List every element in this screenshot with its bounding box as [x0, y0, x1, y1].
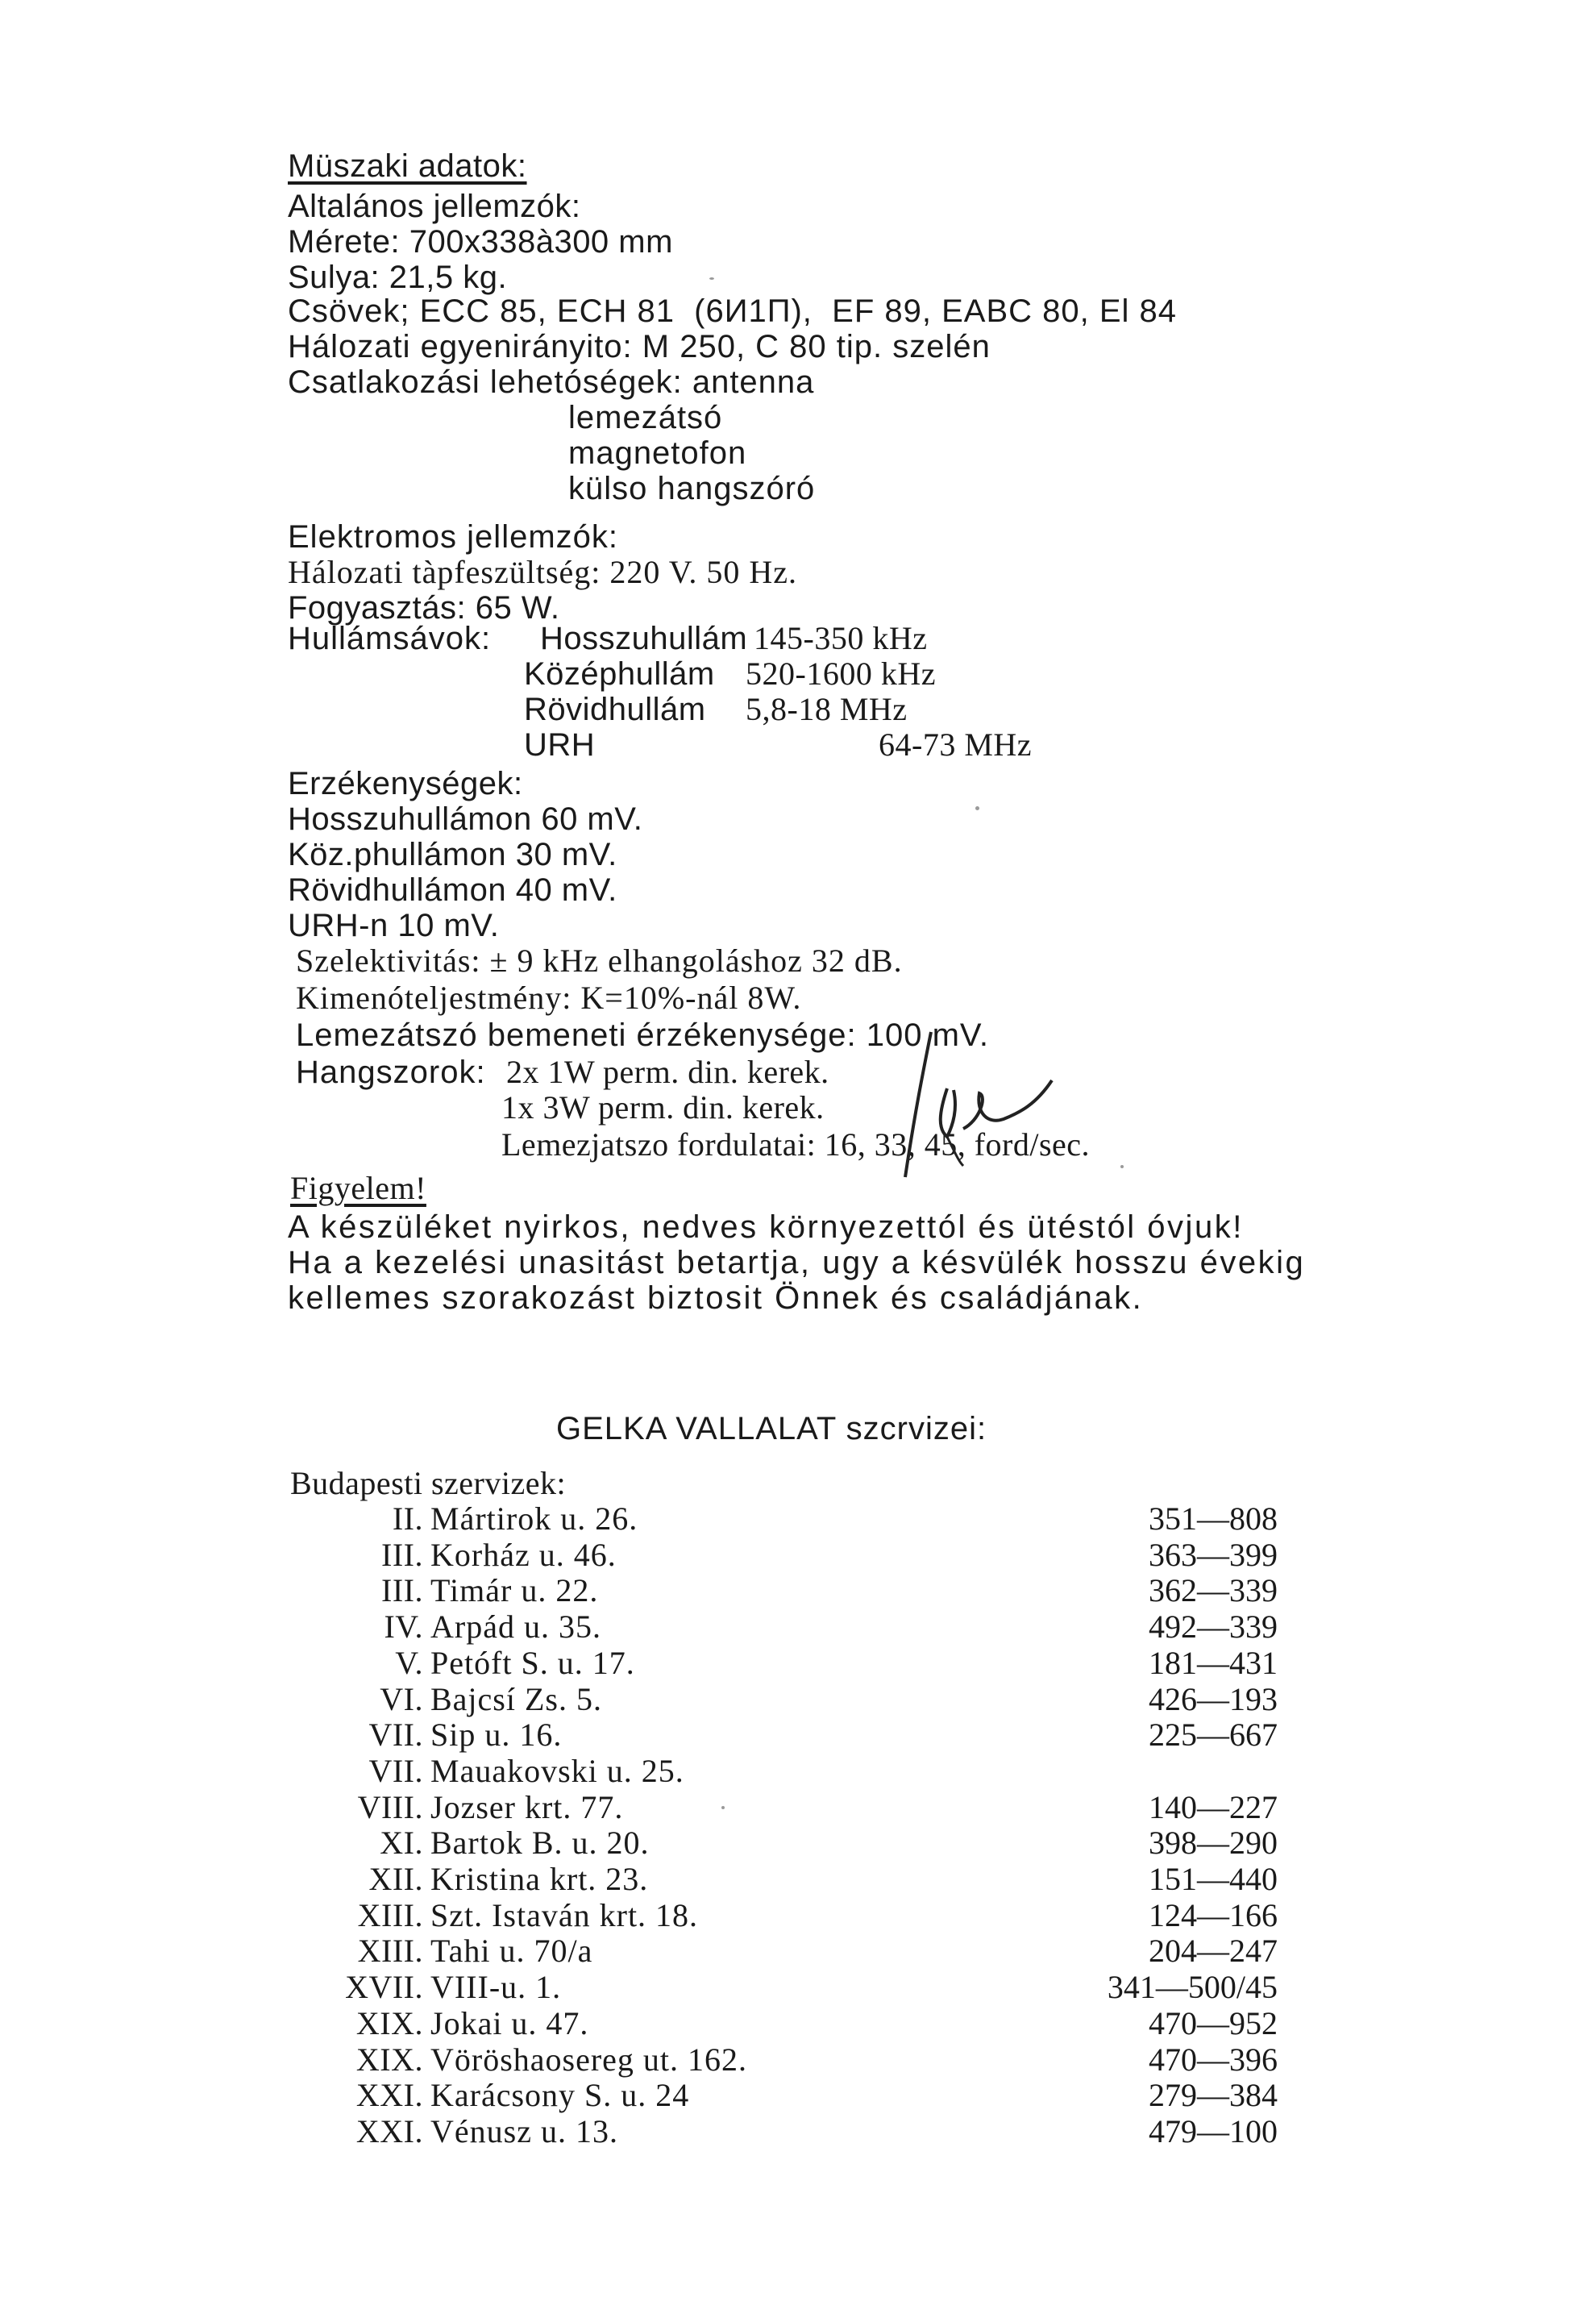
service-phone: 204—247: [1149, 1933, 1278, 1969]
service-address: Vöröshaosereg ut. 162.: [430, 2041, 748, 2078]
connections-line: Csatlakozási lehetóségek: antenna: [288, 364, 815, 400]
budapest-heading: Budapesti szervizek:: [290, 1465, 567, 1501]
services-title: GELKA VALLALAT szcrvizei:: [556, 1411, 987, 1446]
service-address: Petóft S. u. 17.: [430, 1645, 635, 1681]
rectifier-line: Hálozati egyenirányito: M 250, C 80 tip. szelén: [288, 329, 991, 364]
speakers-label: Hangszorok:: [296, 1055, 486, 1090]
speaker-item: 1x 3W perm. din. kerek.: [501, 1089, 825, 1126]
warning-line: Ha a kezelési unasitást betartja, ugy a késvülék hosszu évekig: [288, 1245, 1306, 1280]
warning-line: kellemes szorakozást biztosit Önnek és családjának.: [288, 1280, 1144, 1316]
service-phone: 362—339: [1149, 1572, 1278, 1608]
electrical-heading: Elektromos jellemzók:: [288, 519, 619, 555]
connection-item: külso hangszóró: [568, 471, 816, 506]
size-line: Mérete: 700x338à300 mm: [288, 224, 673, 260]
service-address: Bartok B. u. 20.: [430, 1825, 650, 1861]
technical-heading: Müszaki adatok:: [288, 148, 527, 184]
service-phone: 398—290: [1149, 1825, 1278, 1861]
voltage-line: Hálozati tàpfeszültség: 220 V. 50 Hz.: [288, 554, 798, 590]
scan-speck: [975, 806, 979, 810]
service-district: III.: [381, 1537, 423, 1573]
service-address: Szt. Istaván krt. 18.: [430, 1897, 699, 1933]
service-phone: 181—431: [1149, 1645, 1278, 1681]
service-address: Kristina krt. 23.: [430, 1861, 649, 1897]
selectivity-line: Szelektivitás: ± 9 kHz elhangoláshoz 32 dB.: [296, 943, 903, 979]
service-phone: 151—440: [1149, 1861, 1278, 1897]
sensitivity-item: Rövidhullámon 40 mV.: [288, 872, 617, 908]
service-district: XIII.: [357, 1933, 423, 1969]
service-district: VIII.: [357, 1789, 423, 1825]
sensitivity-heading: Erzékenységek:: [288, 766, 523, 801]
service-address: Karácsony S. u. 24: [430, 2077, 690, 2113]
band-range: 64-73 MHz: [879, 726, 1033, 763]
service-address: Timár u. 22.: [430, 1572, 599, 1608]
sensitivity-item: Köz.phullámon 30 mV.: [288, 837, 617, 872]
service-district: XXI.: [355, 2077, 423, 2113]
service-district: II.: [392, 1500, 423, 1537]
service-district: XVII.: [345, 1969, 423, 2005]
service-address: Bajcsí Zs. 5.: [430, 1681, 602, 1717]
handwritten-signature: [899, 1024, 1068, 1185]
band-range: 5,8-18 MHz: [746, 691, 908, 727]
band-range: 145-350 kHz: [754, 620, 928, 656]
weight-line: Sulya: 21,5 kg.: [288, 260, 508, 295]
service-address: Jokai u. 47.: [430, 2005, 589, 2041]
service-district: XXI.: [355, 2113, 423, 2149]
service-phone: 492—339: [1149, 1608, 1278, 1645]
output-line: Kimenóteljestmény: K=10%-nál 8W.: [296, 980, 802, 1016]
service-district: V.: [395, 1645, 423, 1681]
bands-label: Hullámsávok:: [288, 621, 492, 656]
warning-heading: Figyelem!: [290, 1170, 426, 1206]
service-district: III.: [381, 1572, 423, 1608]
service-district: XIII.: [357, 1897, 423, 1933]
service-address: VIII-u. 1.: [430, 1969, 562, 2005]
turntable-line: Lemezjatszo fordulatai: 16, 33, 45, ford/sec.: [501, 1126, 1091, 1163]
service-district: XII.: [368, 1861, 423, 1897]
service-district: VII.: [368, 1717, 423, 1753]
service-address: Arpád u. 35.: [430, 1608, 601, 1645]
service-phone: 341—500/45: [1107, 1969, 1278, 2005]
band-name: URH: [524, 727, 596, 763]
scan-speck: [1120, 1165, 1124, 1168]
service-address: Tahi u. 70/a: [430, 1933, 593, 1969]
service-district: VI.: [380, 1681, 423, 1717]
service-phone: 279—384: [1149, 2077, 1278, 2113]
service-phone: 124—166: [1149, 1897, 1278, 1933]
scan-speck: [721, 1806, 725, 1809]
service-phone: 351—808: [1149, 1500, 1278, 1537]
service-district: IV.: [384, 1608, 423, 1645]
band-name: Középhullám: [524, 656, 715, 692]
service-district: VII.: [368, 1753, 423, 1789]
service-district: XI.: [380, 1825, 423, 1861]
band-name: Rövidhullám: [524, 692, 706, 727]
service-phone: 426—193: [1149, 1681, 1278, 1717]
service-phone: 479—100: [1149, 2113, 1278, 2149]
band-range: 520-1600 kHz: [746, 655, 936, 692]
band-name: Hosszuhullám: [540, 621, 748, 656]
service-address: Korház u. 46.: [430, 1537, 617, 1573]
sensitivity-item: Hosszuhullámon 60 mV.: [288, 801, 643, 837]
service-address: Jozser krt. 77.: [430, 1789, 624, 1825]
scan-speck: [709, 277, 714, 280]
consumption-line: Fogyasztás: 65 W.: [288, 590, 560, 626]
connection-item: lemezátsó: [568, 400, 723, 435]
service-phone: 470—396: [1149, 2041, 1278, 2078]
sensitivity-item: URH-n 10 mV.: [288, 908, 500, 943]
tubes-line: Csövek; ECC 85, ECH 81 (6И1П), EF 89, EABC 80, El 84: [288, 293, 1178, 329]
phono-input-line: Lemezátszó bemeneti érzékenysége: 100 mV.: [296, 1017, 990, 1053]
service-phone: 225—667: [1149, 1717, 1278, 1753]
warning-line: A készüléket nyirkos, nedves környezettól és ütéstól óvjuk!: [288, 1209, 1244, 1245]
service-phone: 470—952: [1149, 2005, 1278, 2041]
service-district: XIX.: [355, 2041, 423, 2078]
speaker-item: 2x 1W perm. din. kerek.: [506, 1054, 829, 1090]
service-phone: 140—227: [1149, 1789, 1278, 1825]
service-address: Mauakovski u. 25.: [430, 1753, 684, 1789]
service-address: Sip u. 16.: [430, 1717, 563, 1753]
service-phone: 363—399: [1149, 1537, 1278, 1573]
connection-item: magnetofon: [568, 435, 747, 471]
service-address: Vénusz u. 13.: [430, 2113, 618, 2149]
general-heading: Altalános jellemzók:: [288, 189, 581, 224]
service-address: Mártirok u. 26.: [430, 1500, 638, 1537]
service-district: XIX.: [355, 2005, 423, 2041]
